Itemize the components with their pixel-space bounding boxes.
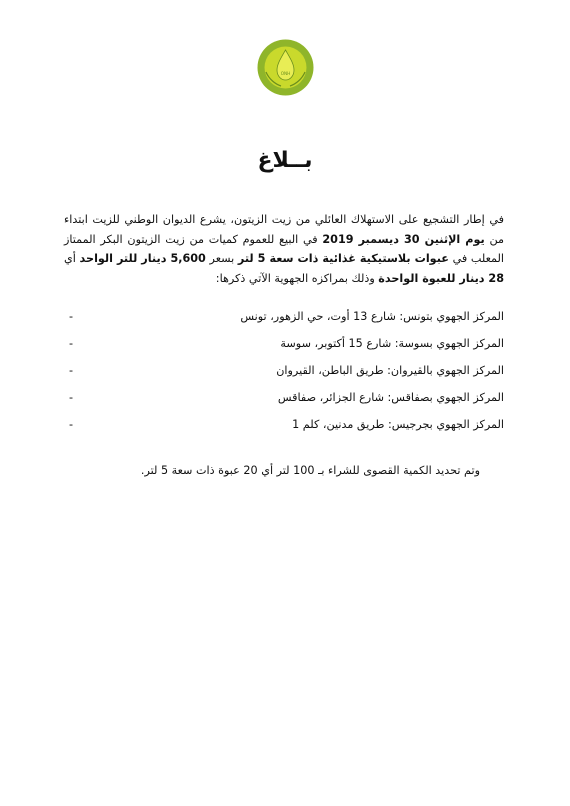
list-dash: - [68, 364, 74, 377]
olive-oil-drop-logo-icon [257, 39, 314, 96]
intro-part1: في إطار التشجيع على الاستهلاك العائلي من زيت الزيتون، يشرع الديوان الوطني للزيت ابتداء من [64, 213, 504, 246]
center-text: المركز الجهوي بجرجيس: طريق مدنين، كلم 1 [292, 418, 504, 431]
list-item [64, 360, 504, 387]
intro-part5: وذلك بمراكزه الجهوية الآتي ذكرها: [215, 271, 379, 285]
page-title: بــلاغ [257, 148, 313, 173]
list-dash: - [68, 337, 74, 350]
intro-price: 5,600 دينار للتر الواحد [79, 252, 206, 265]
purchase-limit-text: وتم تحديد الكمية القصوى للشراء بـ 100 لتر أي 20 عبوة ذات سعة 5 لتر. [140, 464, 480, 477]
center-text: المركز الجهوي بتونس: شارع 13 أوت، حي الزهور، تونس [240, 310, 504, 323]
intro-part2: في البيع للعموم كميات من زيت الزيتون البكر الممتاز المعلب في [64, 232, 505, 265]
list-item [64, 333, 504, 360]
regional-centers-list [64, 306, 504, 441]
intro-date: يوم الإثنين 30 ديسمبر 2019 [322, 232, 485, 246]
list-item [64, 414, 504, 441]
center-text: المركز الجهوي بسوسة: شارع 15 أكتوبر، سوسة [280, 337, 504, 350]
intro-paragraph [64, 210, 504, 288]
list-dash: - [68, 310, 74, 323]
intro-unit-price: 28 دينار للعبوة الواحدة [378, 271, 504, 285]
logo-inner-text: ONH [280, 71, 291, 76]
center-text: المركز الجهوي بصفاقس: شارع الجزائر، صفاقس [277, 391, 504, 404]
list-item [64, 306, 504, 333]
intro-part4: أي [64, 252, 80, 265]
list-dash: - [68, 391, 74, 404]
list-item [64, 387, 504, 414]
center-text: المركز الجهوي بالقيروان: طريق الباطن، القيروان [276, 364, 504, 377]
list-dash: - [68, 418, 74, 431]
intro-pack: عبوات بلاستيكية غذائية ذات سعة 5 لتر [237, 252, 449, 265]
intro-part3: بسعر [205, 252, 238, 265]
